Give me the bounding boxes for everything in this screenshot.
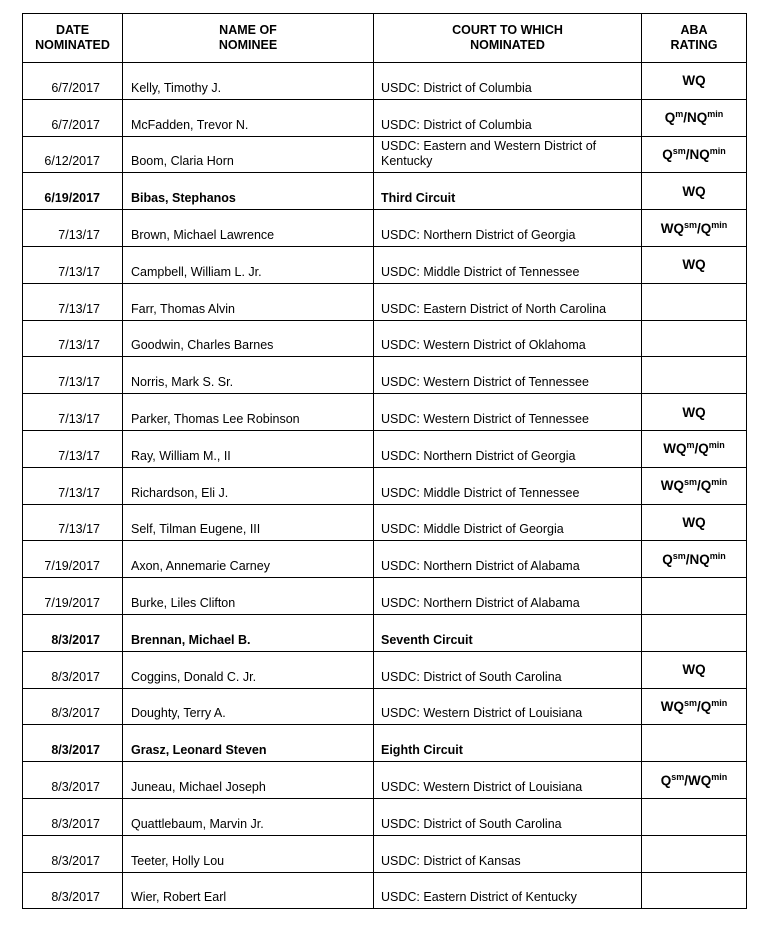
rating-superscript: sm	[683, 477, 697, 488]
rating-text: /Q	[694, 441, 709, 457]
rating-superscript: sm	[672, 550, 686, 561]
court-cell: USDC: District of South Carolina	[374, 651, 642, 688]
rating-cell	[642, 541, 747, 578]
rating-superscript: sm	[671, 771, 685, 782]
rating-cell	[642, 578, 747, 615]
court-cell: USDC: Northern District of Georgia	[374, 210, 642, 247]
rating-cell	[642, 357, 747, 394]
rating-text: /Q	[696, 698, 712, 714]
header-date-line1: DATE	[55, 23, 90, 37]
rating-text: WQ	[682, 404, 706, 420]
court-cell: Seventh Circuit	[374, 614, 642, 651]
court-cell: USDC: Western District of Louisiana	[374, 762, 642, 799]
rating-text: WQ	[682, 257, 706, 273]
name-cell: Ray, William M., II	[123, 430, 374, 467]
nominees-body	[23, 63, 747, 909]
name-cell: Grasz, Leonard Steven	[123, 725, 374, 762]
rating-superscript: sm	[683, 697, 697, 708]
court-cell: USDC: Eastern District of North Carolina	[374, 283, 642, 320]
rating-text: WQ	[682, 73, 706, 89]
date-cell: 7/13/17	[23, 320, 123, 357]
rating-superscript: min	[708, 440, 725, 451]
rating-superscript: min	[711, 697, 728, 708]
rating-text: Q	[664, 110, 676, 126]
rating-cell	[642, 835, 747, 872]
name-cell: Teeter, Holly Lou	[123, 835, 374, 872]
court-cell: USDC: District of Columbia	[374, 63, 642, 100]
date-cell: 7/13/17	[23, 467, 123, 504]
table-row	[23, 504, 747, 541]
rating-text: WQ	[660, 698, 684, 714]
rating-superscript: min	[707, 109, 724, 120]
rating-superscript: sm	[672, 145, 686, 156]
date-cell: 7/13/17	[23, 394, 123, 431]
name-cell: Doughty, Terry A.	[123, 688, 374, 725]
table-row	[23, 173, 747, 210]
date-cell: 8/3/2017	[23, 872, 123, 909]
table-row	[23, 872, 747, 909]
date-cell: 6/12/2017	[23, 136, 123, 173]
rating-cell	[642, 173, 747, 210]
rating-cell	[642, 136, 747, 173]
date-cell: 8/3/2017	[23, 651, 123, 688]
date-cell: 8/3/2017	[23, 688, 123, 725]
rating-cell	[642, 467, 747, 504]
date-cell: 8/3/2017	[23, 798, 123, 835]
date-cell: 7/13/17	[23, 210, 123, 247]
rating-superscript: min	[709, 145, 726, 156]
court-cell: USDC: Western District of Tennessee	[374, 357, 642, 394]
name-cell: Goodwin, Charles Barnes	[123, 320, 374, 357]
rating-text: WQ	[663, 441, 687, 457]
name-cell: Burke, Liles Clifton	[123, 578, 374, 615]
court-cell: USDC: Northern District of Alabama	[374, 578, 642, 615]
rating-cell	[642, 688, 747, 725]
rating-text: /NQ	[685, 146, 710, 162]
table-row	[23, 320, 747, 357]
date-cell: 8/3/2017	[23, 725, 123, 762]
table-row	[23, 614, 747, 651]
rating-text: WQ	[660, 478, 684, 494]
table-row	[23, 651, 747, 688]
rating-cell	[642, 798, 747, 835]
date-cell: 8/3/2017	[23, 835, 123, 872]
name-cell: Juneau, Michael Joseph	[123, 762, 374, 799]
header-date-line2: NOMINATED	[35, 38, 110, 52]
table-row	[23, 246, 747, 283]
header-date	[23, 14, 123, 63]
rating-superscript: min	[711, 771, 728, 782]
table-row	[23, 762, 747, 799]
table-row	[23, 688, 747, 725]
rating-superscript: m	[686, 440, 695, 451]
date-cell: 8/3/2017	[23, 762, 123, 799]
rating-superscript: min	[709, 550, 726, 561]
name-cell: Farr, Thomas Alvin	[123, 283, 374, 320]
date-cell: 7/13/17	[23, 430, 123, 467]
court-cell: USDC: District of Kansas	[374, 835, 642, 872]
rating-superscript: m	[675, 109, 684, 120]
court-cell: USDC: District of Columbia	[374, 99, 642, 136]
table-row	[23, 430, 747, 467]
date-cell: 7/19/2017	[23, 541, 123, 578]
name-cell: Quattlebaum, Marvin Jr.	[123, 798, 374, 835]
name-cell: Campbell, William L. Jr.	[123, 246, 374, 283]
rating-text: /NQ	[683, 110, 708, 126]
rating-text: /Q	[696, 478, 712, 494]
rating-cell	[642, 725, 747, 762]
header-court	[374, 14, 642, 63]
rating-text: Q	[660, 772, 672, 788]
header-name-line1: NAME OF	[219, 23, 277, 37]
rating-text: /Q	[696, 220, 712, 236]
rating-cell	[642, 762, 747, 799]
court-cell: USDC: Middle District of Tennessee	[374, 246, 642, 283]
court-cell: USDC: Western District of Louisiana	[374, 688, 642, 725]
rating-superscript: sm	[683, 219, 697, 230]
rating-text: /NQ	[685, 551, 710, 567]
rating-cell	[642, 872, 747, 909]
name-cell: Brown, Michael Lawrence	[123, 210, 374, 247]
court-cell: USDC: Northern District of Georgia	[374, 430, 642, 467]
date-cell: 7/13/17	[23, 504, 123, 541]
table-row	[23, 578, 747, 615]
name-cell: Norris, Mark S. Sr.	[123, 357, 374, 394]
name-cell: Bibas, Stephanos	[123, 173, 374, 210]
header-name	[123, 14, 374, 63]
rating-cell	[642, 210, 747, 247]
header-court-line1: COURT TO WHICH	[452, 23, 563, 37]
court-cell: USDC: Northern District of Alabama	[374, 541, 642, 578]
name-cell: Self, Tilman Eugene, III	[123, 504, 374, 541]
court-cell: USDC: District of South Carolina	[374, 798, 642, 835]
name-cell: Axon, Annemarie Carney	[123, 541, 374, 578]
date-cell: 6/7/2017	[23, 63, 123, 100]
name-cell: Coggins, Donald C. Jr.	[123, 651, 374, 688]
rating-cell	[642, 651, 747, 688]
header-court-line2: NOMINATED	[470, 38, 545, 52]
header-rating-line1: ABA	[680, 23, 708, 37]
name-cell: Brennan, Michael B.	[123, 614, 374, 651]
rating-text: Q	[662, 146, 673, 162]
rating-superscript: min	[711, 219, 728, 230]
header-name-line2: NOMINEE	[218, 38, 278, 52]
court-cell: USDC: Eastern District of Kentucky	[374, 872, 642, 909]
table-row	[23, 63, 747, 100]
rating-cell	[642, 614, 747, 651]
rating-superscript: min	[711, 477, 728, 488]
name-cell: Kelly, Timothy J.	[123, 63, 374, 100]
date-cell: 7/13/17	[23, 357, 123, 394]
date-cell: 8/3/2017	[23, 614, 123, 651]
header-rating-line2: RATING	[670, 38, 718, 52]
name-cell: Parker, Thomas Lee Robinson	[123, 394, 374, 431]
header-row	[23, 14, 747, 63]
rating-text: WQ	[682, 183, 706, 199]
rating-text: WQ	[660, 220, 684, 236]
court-cell: USDC: Western District of Tennessee	[374, 394, 642, 431]
court-cell: USDC: Eastern and Western District of Kentucky	[374, 136, 642, 173]
rating-text: Q	[662, 551, 673, 567]
rating-cell	[642, 504, 747, 541]
table-row	[23, 541, 747, 578]
date-cell: 7/13/17	[23, 246, 123, 283]
table-row	[23, 394, 747, 431]
rating-cell	[642, 246, 747, 283]
table-row	[23, 467, 747, 504]
rating-cell	[642, 430, 747, 467]
court-cell: USDC: Middle District of Georgia	[374, 504, 642, 541]
rating-cell	[642, 99, 747, 136]
rating-cell	[642, 63, 747, 100]
court-cell: USDC: Western District of Oklahoma	[374, 320, 642, 357]
table-row	[23, 835, 747, 872]
nominees-table	[22, 13, 747, 909]
name-cell: McFadden, Trevor N.	[123, 99, 374, 136]
table-row	[23, 283, 747, 320]
court-cell: Third Circuit	[374, 173, 642, 210]
table-row	[23, 357, 747, 394]
rating-cell	[642, 320, 747, 357]
rating-text: /WQ	[684, 772, 712, 788]
court-cell: Eighth Circuit	[374, 725, 642, 762]
rating-text: WQ	[682, 514, 706, 530]
date-cell: 7/13/17	[23, 283, 123, 320]
rating-cell	[642, 283, 747, 320]
table-row	[23, 136, 747, 173]
name-cell: Wier, Robert Earl	[123, 872, 374, 909]
date-cell: 7/19/2017	[23, 578, 123, 615]
rating-text: WQ	[682, 662, 706, 678]
header-rating	[642, 14, 747, 63]
date-cell: 6/19/2017	[23, 173, 123, 210]
table-row	[23, 725, 747, 762]
rating-cell	[642, 394, 747, 431]
name-cell: Richardson, Eli J.	[123, 467, 374, 504]
table-row	[23, 798, 747, 835]
name-cell: Boom, Claria Horn	[123, 136, 374, 173]
court-cell: USDC: Middle District of Tennessee	[374, 467, 642, 504]
date-cell: 6/7/2017	[23, 99, 123, 136]
table-row	[23, 99, 747, 136]
table-row	[23, 210, 747, 247]
